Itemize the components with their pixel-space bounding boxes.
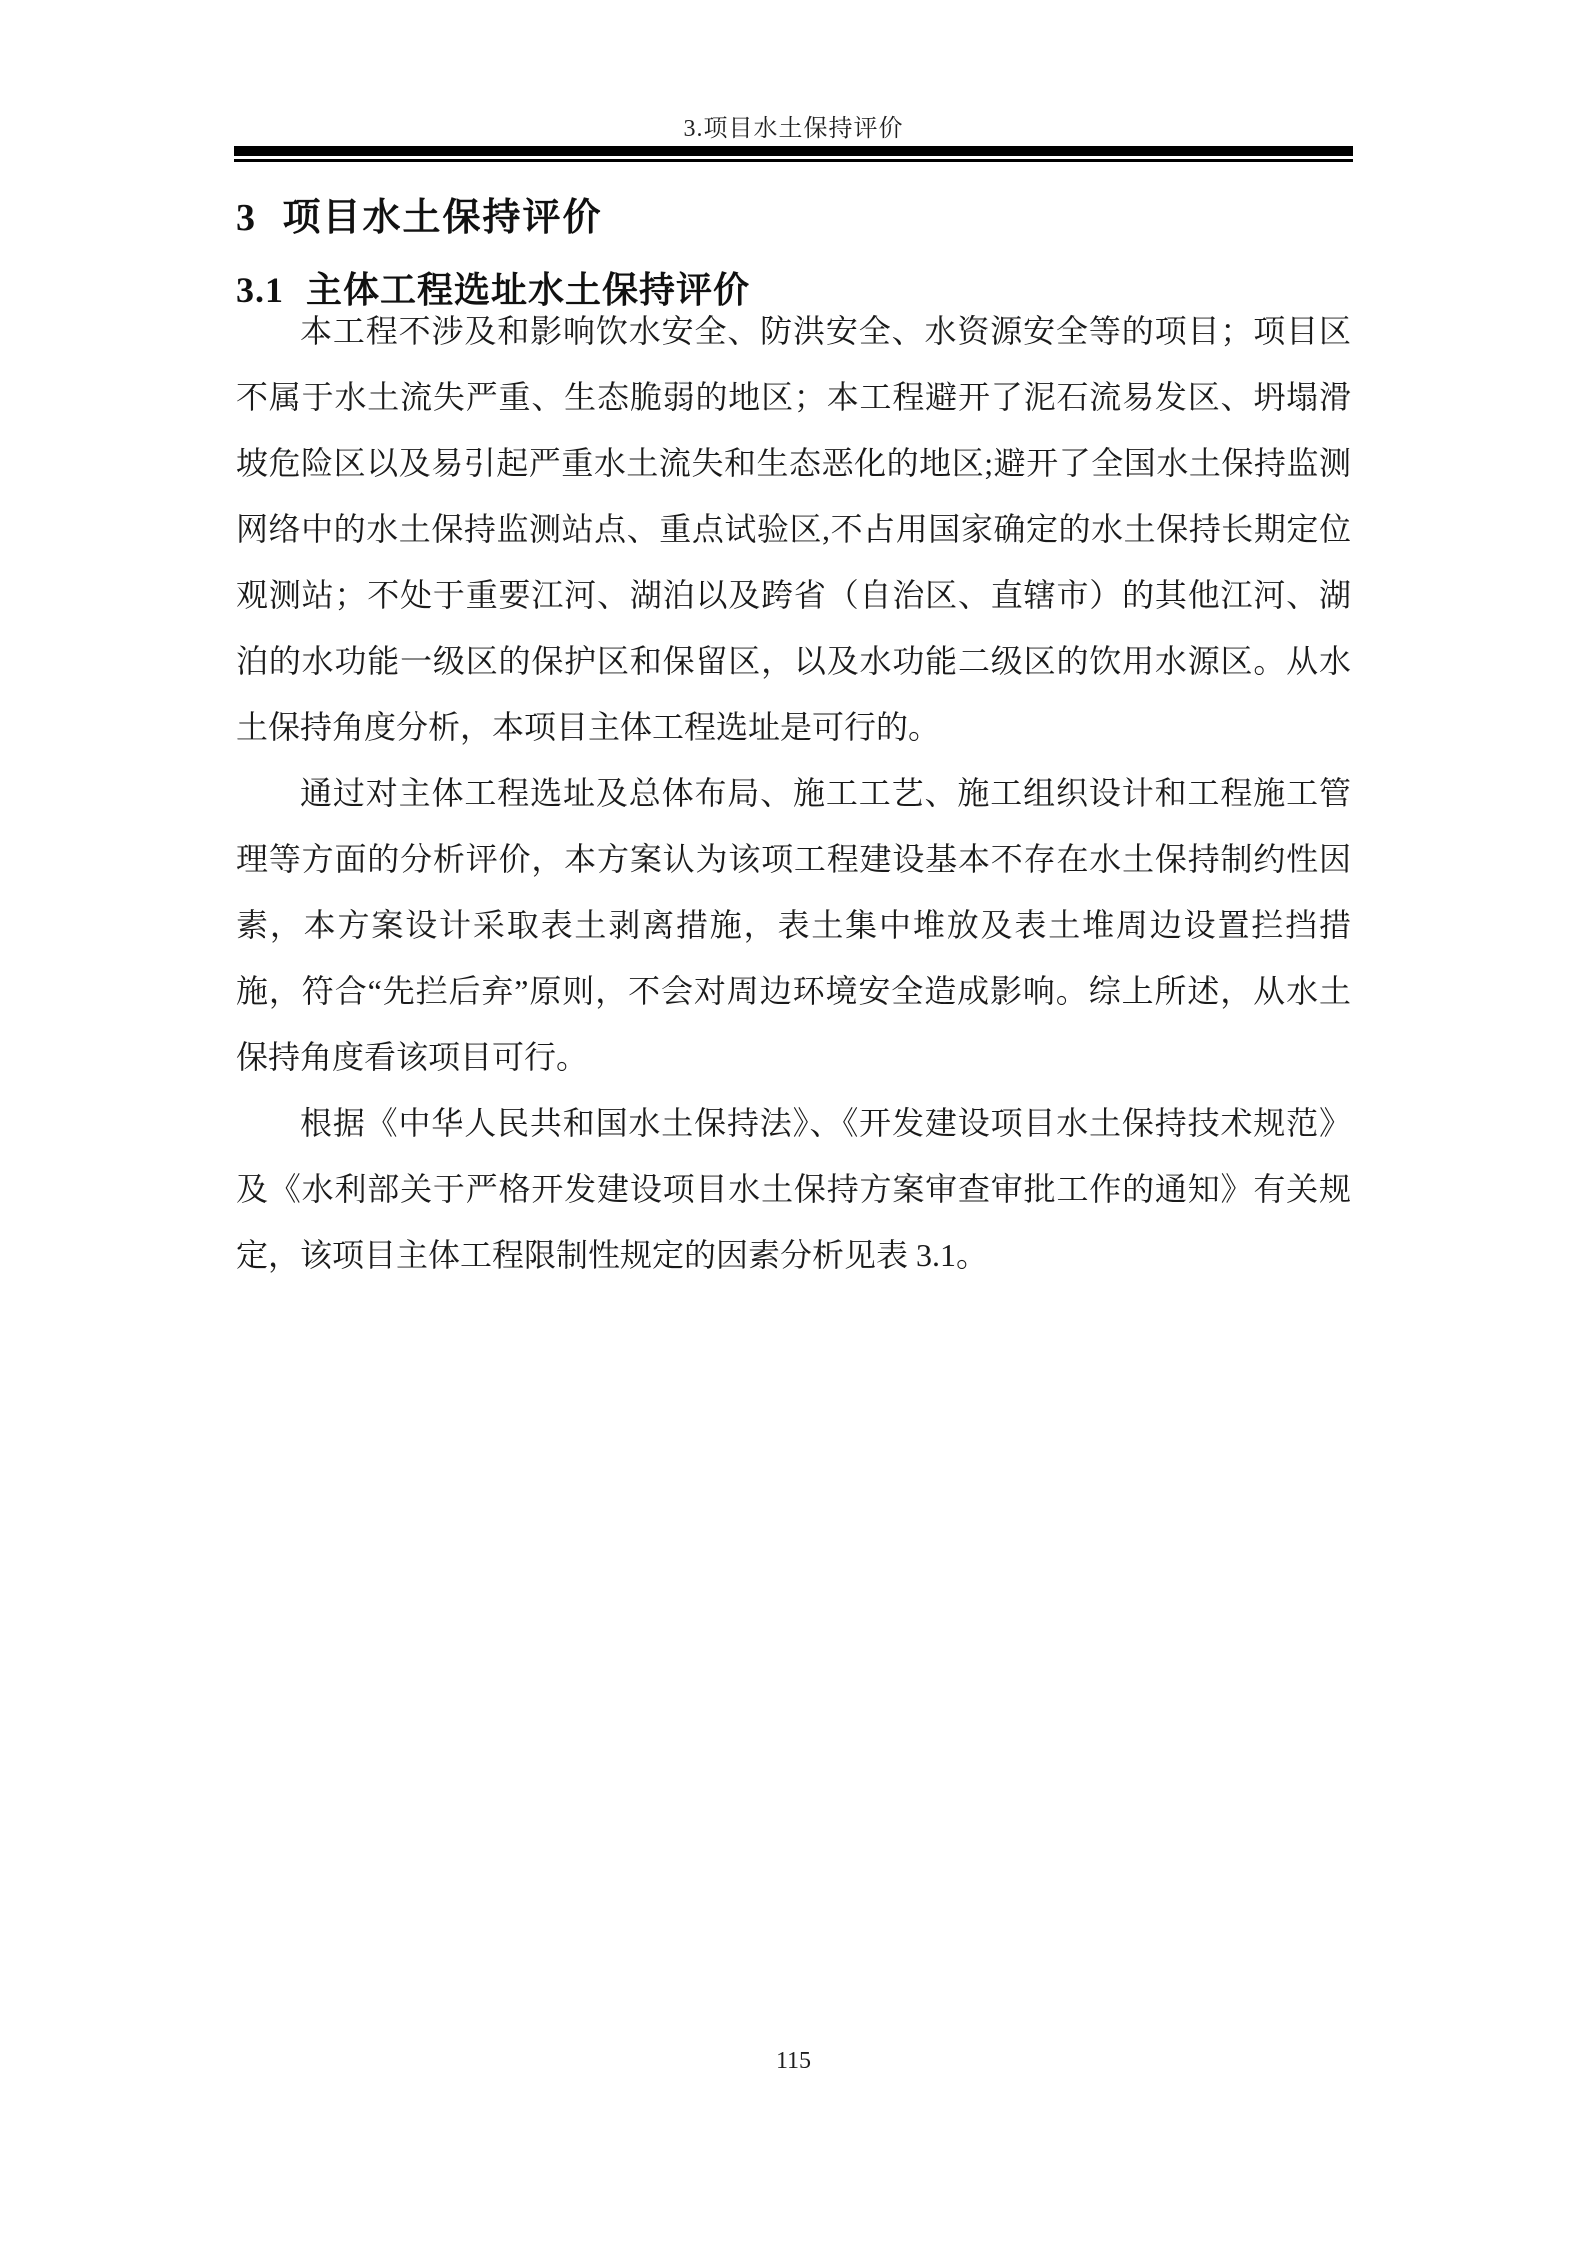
section-heading: 3.1 主体工程选址水土保持评价 bbox=[236, 270, 751, 310]
paragraph-site-selection: 本工程不涉及和影响饮水安全、防洪安全、水资源安全等的项目；项目区不属于水土流失严重、生态脆弱的地区；本工程避开了泥石流易发区、坍塌滑坡危险区以及易引起严重水土流失和生态恶化的地区;避开了全国水土保持监测网络中的水土保持监测站点、重点试验区,不占用国家确定的水土保持长期定位观测站；不处于重要江河、湖泊以及跨省（自治区、直辖市）的其他江河、湖泊的水功能一级区的保护区和保留区，以及水功能二级区的饮用水源区。从水土保持角度分析，本项目主体工程选址是可行的。 bbox=[236, 313, 1351, 745]
page-number: 115 bbox=[775, 2048, 812, 2074]
paragraph-analysis-conclusion: 通过对主体工程选址及总体布局、施工工艺、施工组织设计和工程施工管理等方面的分析评价，本方案认为该项工程建设基本不存在水土保持制约性因素，本方案设计采取表土剥离措施，表土集中堆放及表土堆周边设置拦挡措施，符合“先拦后弃”原则，不会对周边环境安全造成影响。综上所述，从水土保持角度看该项目可行。 bbox=[236, 775, 1351, 1075]
header-rule-thin bbox=[234, 159, 1353, 162]
header-rule-thick bbox=[234, 146, 1353, 156]
paragraph-regulations: 根据《中华人民共和国水土保持法》、《开发建设项目水土保持技术规范》及《水利部关于严格开发建设项目水土保持方案审查审批工作的通知》有关规定，该项目主体工程限制性规定的因素分析见表 3.1。 bbox=[236, 1105, 1351, 1273]
body-text bbox=[236, 298, 1351, 1288]
chapter-heading: 3 项目水土保持评价 bbox=[236, 197, 603, 239]
running-header: 3.项目水土保持评价 bbox=[683, 116, 904, 142]
